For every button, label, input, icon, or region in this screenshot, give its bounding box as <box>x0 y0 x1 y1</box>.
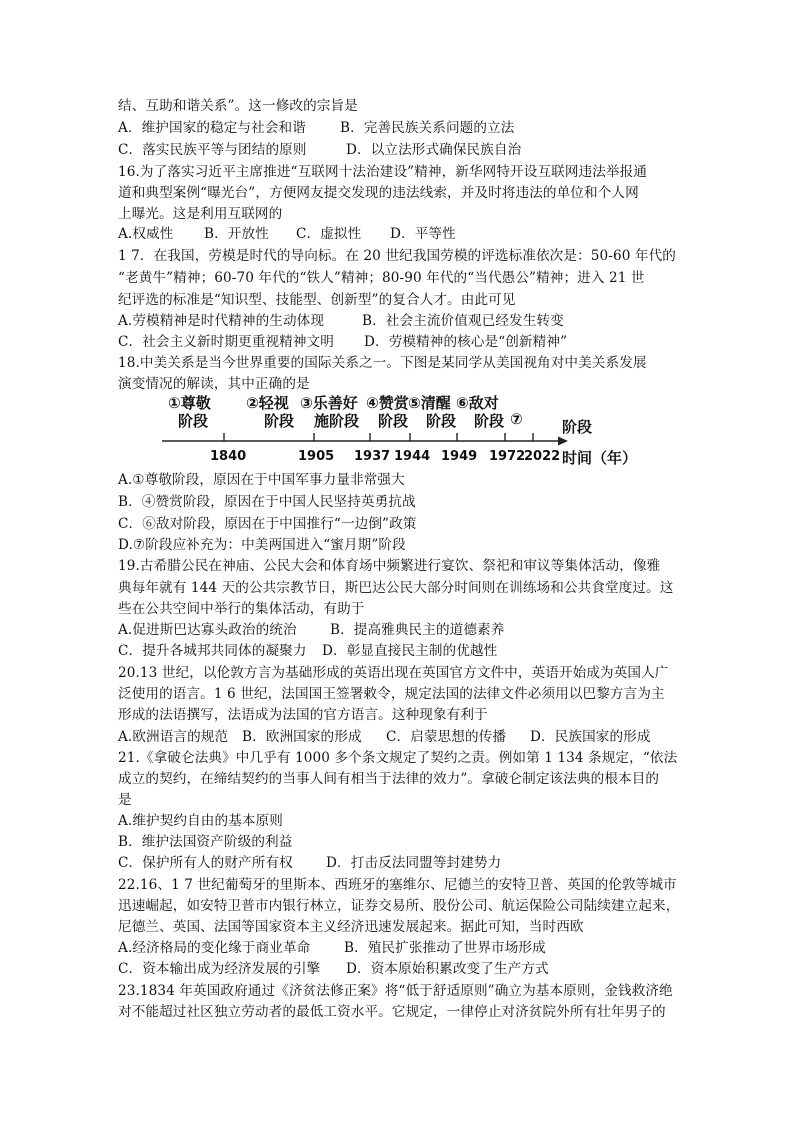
q19-option-a: A.促进斯巴达寡头政治的统治 <box>118 622 297 638</box>
q17-option-d: D．劳模精神的核心是“创新精神” <box>364 334 568 350</box>
stage-2-name: ②轻视 <box>246 394 289 412</box>
q15-option-b: B．完善民族关系问题的立法 <box>340 120 515 136</box>
stage-5-suffix: 阶段 <box>426 412 457 430</box>
q22-option-d: D．资本原始积累改变了生产方式 <box>346 961 549 977</box>
q21-stem-1: 21.《拿破仑法典》中几乎有 1000 多个条文规定了契约之责。例如第 1 134 条规定，“依法 <box>118 750 678 766</box>
q21-option-c: C．保护所有人的财产所有权 <box>118 855 293 871</box>
q22-stem-1: 22.16、1 7 世纪葡萄牙的里斯本、西班牙的塞维尔、尼德兰的安特卫普、英国的伦敦等城市 <box>118 877 677 893</box>
q22-stem-3: 尼德兰、英国、法国等国家资本主义经济迅速发展起来。据此可知，当时西欧 <box>118 919 584 935</box>
q16-option-a: A.权威性 <box>118 226 174 242</box>
q17-stem-3: 纪评选的标准是“知识型、技能型、创新型”的复合人才。由此可见 <box>118 292 516 308</box>
q20-option-d: D．民族国家的形成 <box>530 729 651 745</box>
q16-option-c: C．虚拟性 <box>296 226 362 242</box>
q18-option-c: C．⑥敌对阶段，原因在于中国推行“一边倒”政策 <box>118 516 417 532</box>
stage-2-suffix: 阶段 <box>264 412 295 430</box>
q17-stem-2: “老黄牛”精神；60-70 年代的“铁人”精神；80-90 年代的“当代愚公”精神；进入 21 世 <box>118 270 645 286</box>
axis-end-label-top: 阶段 <box>562 418 593 436</box>
q18-option-a: A.①尊敬阶段，原因在于中国军事力量非常强大 <box>118 472 405 488</box>
q16-stem-1: 16.为了落实习近平主席推进“互联网十法治建设”精神，新华网特开设互联网违法举报通 <box>118 164 647 180</box>
q20-stem-1: 20.13 世纪，以伦敦方言为基础形成的英语出现在英国官方文件中，英语开始成为英国人广 <box>118 665 669 681</box>
stage-6-suffix: 阶段 <box>474 412 505 430</box>
year-1905: 1905 <box>298 449 335 464</box>
q15-option-d: D．以立法形式确保民族自治 <box>346 142 522 158</box>
stage-3-suffix: 施阶段 <box>314 412 360 430</box>
q19-option-c: C．提升各城邦共同体的凝聚力 <box>118 643 307 659</box>
q18-stem-2: 演变情况的解读，其中正确的是 <box>118 376 310 392</box>
q16-option-b: B．开放性 <box>204 226 269 242</box>
q15-stem-tail: 结、互助和谐关系”。这一修改的宗旨是 <box>118 98 358 114</box>
q22-option-c: C．资本输出成为经济发展的引擎 <box>118 961 321 977</box>
q18-option-b: B．④赞赏阶段，原因在于中国人民坚持英勇抗战 <box>118 494 416 510</box>
year-1937: 1937 <box>354 449 391 464</box>
q22-option-b: B．殖民扩张推动了世界市场形成 <box>344 940 546 956</box>
q19-option-d: D．彰显直接民主制的优越性 <box>322 643 498 659</box>
q16-option-d: D．平等性 <box>390 226 456 242</box>
q17-stem-1: 1 7．在我国，劳模是时代的导向标。在 20 世纪我国劳模的评选标准依次是：50-60 年代的 <box>118 248 676 264</box>
q18-option-d: D.⑦阶段应补充为：中美两国进入“蜜月期”阶段 <box>118 537 406 553</box>
q21-option-a: A.维护契约自由的基本原则 <box>118 813 283 829</box>
year-1949: 1949 <box>441 449 478 464</box>
q19-stem-1: 19.古希腊公民在神庙、公民大会和体育场中频繁进行宴饮、祭祀和审议等集体活动，像雅 <box>118 558 661 574</box>
q22-stem-2: 迅速崛起，如安特卫普市内银行林立，证券交易所、股份公司、航运保险公司陆续建立起来， <box>118 898 680 914</box>
q20-option-a: A.欧洲语言的规范 <box>118 729 229 745</box>
q16-stem-3: 上曝光。这是利用互联网的 <box>118 206 283 222</box>
year-1972: 1972 <box>489 449 526 464</box>
q20-option-b: B．欧洲国家的形成 <box>242 729 362 745</box>
q20-stem-3: 形成的法语撰写，法语成为法国的官方语言。这种现象有利于 <box>118 707 488 723</box>
q18-stem-1: 18.中美关系是当今世界重要的国际关系之一。下图是某同学从美国视角对中美关系发展 <box>118 355 647 371</box>
timeline-arrow-head <box>558 437 568 446</box>
q17-option-c: C．社会主义新时期更重视精神文明 <box>118 334 334 350</box>
stage-4-suffix: 阶段 <box>378 412 409 430</box>
sino-us-relations-timeline <box>160 392 640 470</box>
q20-option-c: C．启蒙思想的传播 <box>386 729 507 745</box>
year-1944: 1944 <box>394 449 431 464</box>
q17-option-b: B．社会主流价值观已经发生转变 <box>362 313 564 329</box>
q21-stem-2: 成立的契约，在缔结契约的当事人间有相当于法律的效力”。拿破仑制定该法典的根本目的 <box>118 771 660 787</box>
q20-stem-2: 泛使用的语言。1 6 世纪，法国国王签署敕令，规定法国的法律文件必须用以巴黎方言为主 <box>118 686 665 702</box>
q19-stem-3: 些在公共空间中举行的集体活动，有助于 <box>118 601 365 617</box>
q21-option-d: D．打击反法同盟等封建势力 <box>326 855 502 871</box>
year-2022: 2022 <box>524 449 561 464</box>
q23-stem-1: 23.1834 年英国政府通过《济贫法修正案》将“低于舒适原则”确立为基本原则，金钱救济绝 <box>118 983 673 999</box>
q19-stem-2: 典每年就有 144 天的公共宗教节日，斯巴达公民大部分时间则在训练场和公共食堂度过。这 <box>118 580 674 596</box>
q16-stem-2: 道和典型案例“曝光台”，方便网友提交发现的违法线索，并及时将违法的单位和个人网 <box>118 185 639 201</box>
stage-6-name: ⑥敌对 <box>456 394 499 412</box>
axis-end-label-bottom: 时间（年） <box>562 449 638 467</box>
stage-5-name: ⑤清醒 <box>408 394 451 412</box>
q15-option-c: C．落实民族平等与团结的原则 <box>118 142 307 158</box>
stage-4-name: ④赞赏 <box>366 394 409 412</box>
q21-option-b: B．维护法国资产阶级的利益 <box>118 834 293 850</box>
stage-7-name: ⑦ <box>510 410 523 428</box>
q23-stem-2: 对不能超过社区独立劳动者的最低工资水平。它规定，一律停止对济贫院外所有壮年男子的 <box>118 1004 666 1020</box>
stage-1-name: ①尊敬 <box>168 394 211 412</box>
stage-3-name: ③乐善好 <box>300 394 358 412</box>
year-1840: 1840 <box>210 449 247 464</box>
q22-option-a: A.经济格局的变化缘于商业革命 <box>118 940 311 956</box>
q17-option-a: A.劳模精神是时代精神的生动体现 <box>118 313 325 329</box>
q19-option-b: B．提高雅典民主的道德素养 <box>330 622 505 638</box>
q21-stem-3: 是 <box>118 792 132 808</box>
q15-option-a: A．维护国家的稳定与社会和谐 <box>118 120 306 136</box>
stage-1-suffix: 阶段 <box>178 412 209 430</box>
